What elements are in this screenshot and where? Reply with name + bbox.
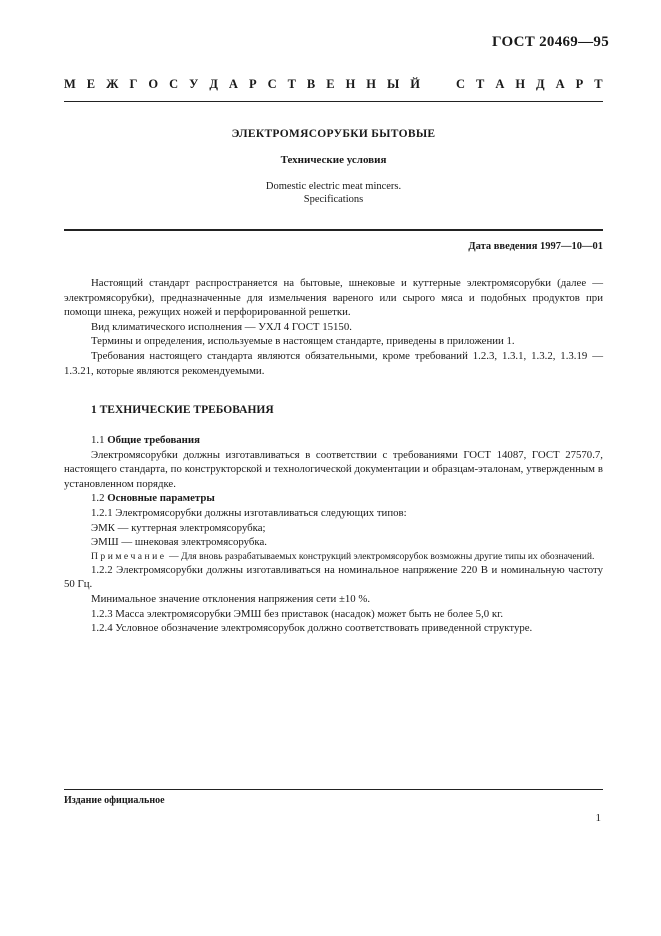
banner-letter: Ы bbox=[387, 77, 400, 91]
note-text: — Для вновь разрабатываемых конструкций электромясорубок возможны другие типы их обозначений. bbox=[166, 550, 595, 562]
english-title bbox=[64, 180, 603, 206]
banner-letter: Е bbox=[86, 77, 96, 91]
banner-letter: Т bbox=[594, 77, 603, 91]
banner-letter: Н bbox=[515, 77, 526, 91]
subsection-1-1-number: 1.1 bbox=[91, 434, 105, 446]
banner-letter: В bbox=[306, 77, 316, 91]
clause-1-2-2-deviation: Минимальное значение отклонения напряжения сети ±10 %. bbox=[91, 592, 371, 605]
banner-letter: Е bbox=[326, 77, 335, 91]
english-title-line-1: Domestic electric meat mincers. bbox=[265, 181, 402, 192]
banner-letter: Н bbox=[366, 77, 377, 91]
english-title-line-2: Specifications bbox=[303, 194, 364, 205]
banner-letter: Ж bbox=[106, 77, 119, 91]
banner-letter: Д bbox=[536, 77, 545, 91]
banner-letter: У bbox=[189, 77, 199, 91]
subsection-1-2-title: Основные параметры bbox=[107, 492, 215, 505]
introduction-date: Дата введения 1997—10—01 bbox=[468, 241, 603, 252]
banner-letter: Н bbox=[345, 77, 356, 91]
intro-paragraph-scope: Настоящий стандарт распространяется на бытовые, шнековые и куттерные электромясорубки (далее — электромясорубки), предназначенные для измельчения вареного или сырого мяса и подобных продуктов при помощи шнека, режущих ножей и перфорированной решетки. bbox=[64, 277, 603, 319]
subsection-1-2-number: 1.2 bbox=[91, 492, 105, 505]
subsection-1-1-title: Общие требования bbox=[107, 434, 200, 446]
banner-letter: Р bbox=[575, 77, 584, 91]
note bbox=[64, 550, 603, 563]
banner-letter: А bbox=[228, 77, 238, 91]
intro-paragraph-terms: Термины и определения, используемые в настоящем стандарте, приведены в приложении 1. bbox=[91, 335, 515, 348]
page-number: 1 bbox=[595, 812, 601, 824]
document-code: ГОСТ 20469—95 bbox=[491, 34, 609, 50]
section-1-body bbox=[64, 433, 603, 636]
banner-letter: С bbox=[455, 77, 465, 91]
clause-1-2-2: 1.2.2 Электромясорубки должны изготавливаться на номинальное напряжение 220 В и номинальную частоту 50 Гц. bbox=[64, 563, 603, 591]
banner-letter: А bbox=[555, 77, 565, 91]
subsection-1-1-heading bbox=[64, 433, 603, 448]
official-edition-label: Издание официальное bbox=[64, 795, 165, 806]
banner-letter: Т bbox=[475, 77, 485, 91]
subsection-1-1-text: Электромясорубки должны изготавливаться в соответствии с требованиями ГОСТ 14087, ГОСТ 27570.7, настоящего стандарта, по конструкторской и технологической документации и образцам-эталонам, утвержденным в установленном порядке. bbox=[64, 448, 603, 490]
banner-letter: Й bbox=[410, 77, 420, 91]
clause-1-2-1: 1.2.1 Электромясорубки должны изготавливаться следующих типов: bbox=[91, 506, 407, 519]
type-emsh: ЭМШ — шнековая электромясорубка. bbox=[91, 536, 267, 549]
banner-letter: Р bbox=[248, 77, 257, 91]
banner-letter: Т bbox=[287, 77, 296, 91]
document-subtitle: Технические условия bbox=[280, 154, 387, 166]
clause-1-2-4: 1.2.4 Условное обозначение электромясорубок должно соответствовать приведенной структуре. bbox=[91, 622, 533, 635]
banner-letter: С bbox=[267, 77, 277, 91]
banner-word-gap bbox=[431, 77, 445, 92]
note-label: Примечание bbox=[91, 550, 167, 562]
type-emk: ЭМК — куттерная электромясорубка; bbox=[91, 521, 266, 534]
banner-letter: Д bbox=[209, 77, 218, 91]
banner-letter: Г bbox=[129, 77, 138, 91]
intro-paragraph-climate: Вид климатического исполнения — УХЛ 4 ГОСТ 15150. bbox=[91, 320, 352, 333]
interstate-standard-banner bbox=[64, 77, 603, 92]
banner-letter: М bbox=[64, 77, 76, 91]
banner-letter: А bbox=[495, 77, 505, 91]
intro-block bbox=[64, 276, 603, 378]
section-1-heading: 1 ТЕХНИЧЕСКИЕ ТРЕБОВАНИЯ bbox=[91, 404, 274, 416]
thick-rule bbox=[64, 229, 603, 231]
banner-letter: С bbox=[169, 77, 179, 91]
top-rule bbox=[64, 101, 603, 102]
bottom-rule bbox=[64, 789, 603, 790]
intro-paragraph-requirements: Требования настоящего стандарта являются обязательными, кроме требований 1.2.3, 1.3.1, 1.3.2, 1.3.19 — 1.3.21, которые являются рекомендуемыми. bbox=[64, 349, 603, 377]
banner-letter: О bbox=[148, 77, 159, 91]
clause-1-2-3: 1.2.3 Масса электромясорубки ЭМШ без приставок (насадок) может быть не более 5,0 кг. bbox=[91, 607, 504, 620]
subsection-1-2-heading bbox=[64, 491, 603, 506]
document-title: ЭЛЕКТРОМЯСОРУБКИ БЫТОВЫЕ bbox=[231, 128, 436, 140]
